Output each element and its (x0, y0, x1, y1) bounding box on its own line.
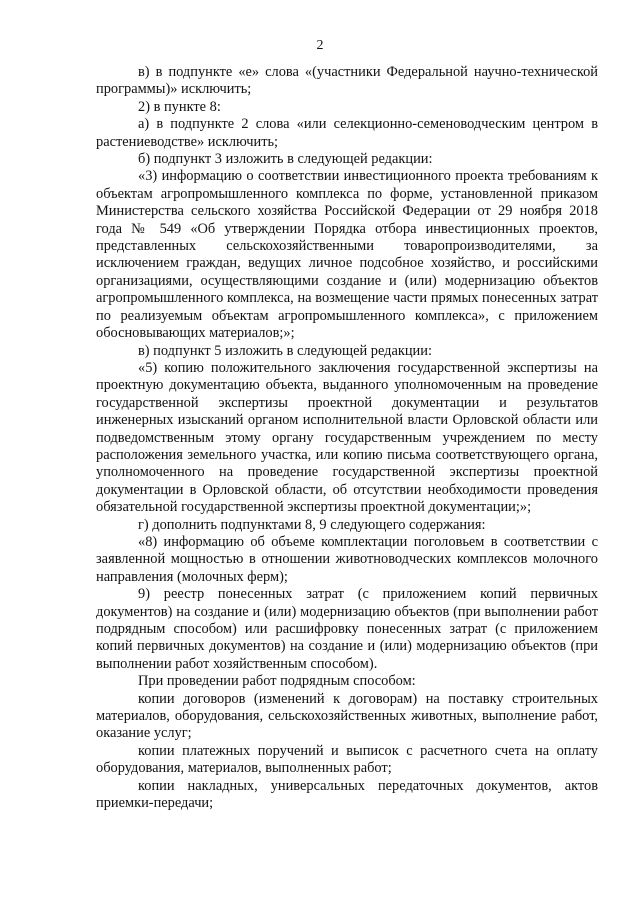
paragraph-3: а) в подпункте 2 слова «или селекционно-семеноводческим центром в растениеводстве» исключить; (96, 116, 598, 150)
paragraph-8: г) дополнить подпунктами 8, 9 следующего содержания: (138, 516, 486, 533)
paragraph-13: копии платежных поручений и выписок с расчетного счета на оплату оборудования, материалов, выполненных работ; (96, 742, 598, 777)
paragraph-4: б) подпункт 3 изложить в следующей редакции: (138, 151, 433, 168)
paragraph-14: копии накладных, универсальных передаточных документов, актов приемки-передачи; (96, 777, 598, 812)
paragraph-2: 2) в пункте 8: (138, 98, 221, 115)
paragraph-5: «3) информацию о соответствии инвестиционного проекта требованиям к объектам агропромышленного комплекса по форме, установленной приказом Министерства сельского хозяйства Российской Федерации от 29 ноября 2018 года № 549 «Об утверждении Порядка отбора инвестиционных проектов, представленных сельскохозяйственными товаропроизводителями, за исключением граждан, ведущих личное подсобное хозяйство, и российскими организациями, осуществляющими создание и (или) модернизацию объектов агропромышленного комплекса, на возмещение части прямых понесенных затрат по реализуемым объектам агропромышленного комплекса», с приложением обосновывающих материалов;»; (96, 168, 598, 342)
paragraph-12: копии договоров (изменений к договорам) на поставку строительных материалов, оборудования, сельскохозяйственных животных, выполнение работ, оказание услуг; (96, 690, 598, 742)
paragraph-9: «8) информацию об объеме комплектации поголовьем в соответствии с заявленной мощностью в отношении животноводческих комплексов молочного направления (молочных ферм); (96, 533, 598, 585)
paragraph-6: в) подпункт 5 изложить в следующей редакции: (138, 342, 432, 359)
paragraph-11: При проведении работ подрядным способом: (138, 673, 416, 690)
page-number: 2 (316, 38, 324, 53)
paragraph-1: в) в подпункте «е» слова «(участники Федеральной научно-технической программы)» исключить; (96, 64, 598, 98)
paragraph-7: «5) копию положительного заключения государственной экспертизы на проектную документацию объекта, выданного уполномоченным на проведение государственной экспертизы проектной документации и результатов инженерных изысканий органом исполнительной власти Орловской области или подведомственным этому органу государственным учреждением по месту расположения земельного участка, или копию письма соответствующего органа, уполномоченного на проведение государственной экспертизы проектной документации в Орловской области, об отсутствии необходимости проведения обязательной государственной экспертизы проектной документации;»; (96, 359, 598, 516)
paragraph-10: 9) реестр понесенных затрат (с приложением копий первичных документов) на создание и (или) модернизацию объектов (при выполнении работ подрядным способом) или расшифровку понесенных затрат (с приложением копий первичных документов) на создание и (или) модернизацию объектов (при выполнении работ хозяйственным способом). (96, 586, 598, 672)
document-body (96, 64, 598, 812)
